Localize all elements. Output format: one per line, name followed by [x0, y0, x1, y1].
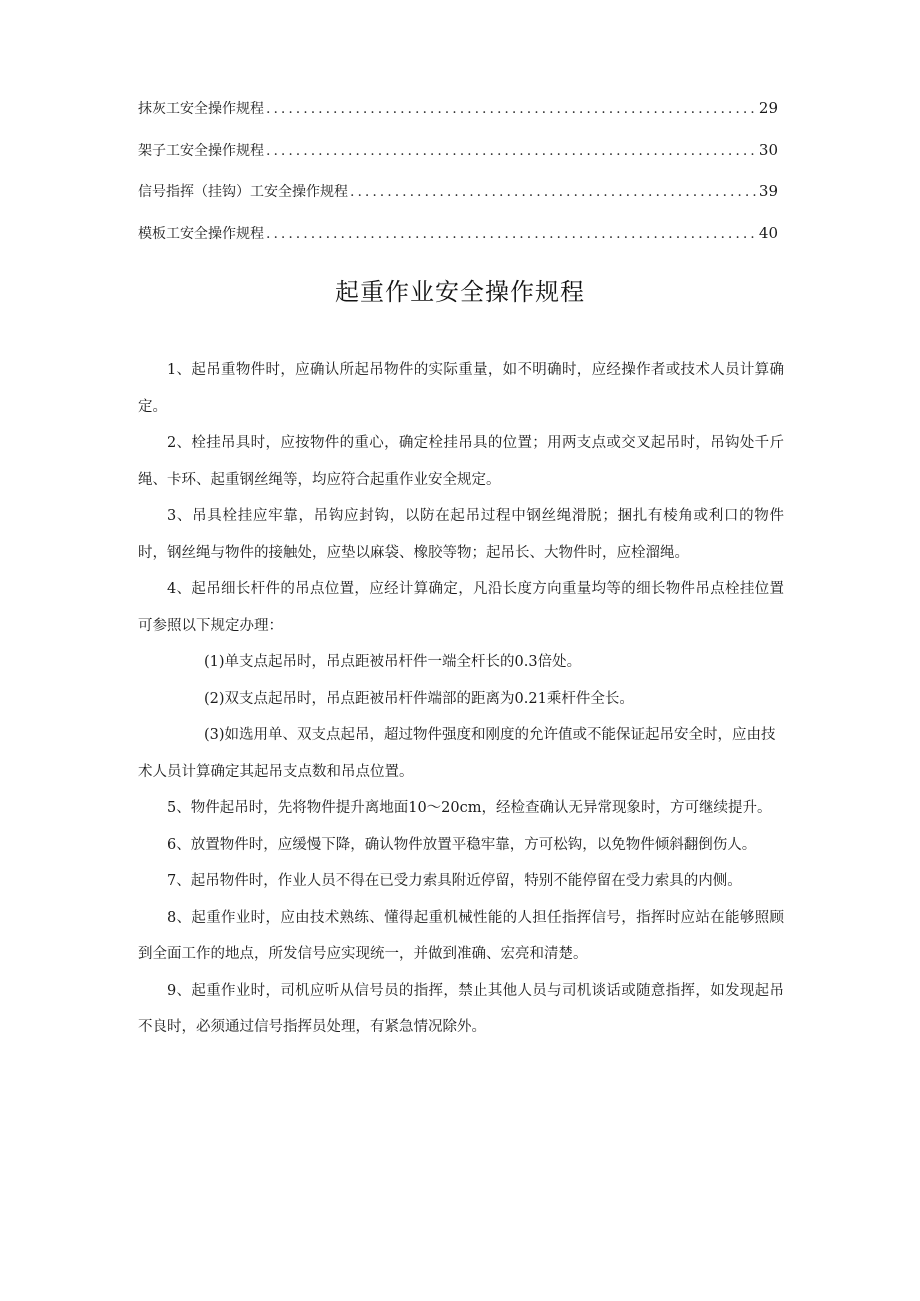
toc-entry[interactable]	[138, 98, 778, 140]
toc-entry-title: 信号指挥（挂钩）工安全操作规程	[138, 184, 348, 200]
toc-entry-title: 架子工安全操作规程	[138, 142, 264, 159]
rule-paragraph: 5、物件起吊时，先将物件提升离地面10～20cm，经检查确认无异常现象时，方可继续提升。	[167, 800, 772, 816]
toc-leader-dots	[266, 226, 757, 242]
toc-entry-page: 30	[758, 140, 778, 159]
document-title: 起重作业安全操作规程	[335, 278, 585, 306]
document-body	[138, 352, 784, 1046]
toc-entry-page: 40	[758, 223, 778, 242]
table-of-contents	[138, 98, 778, 264]
rule-sub-item: (2)双支点起吊时，吊点距被吊杆件端部的距离为0.21乘杆件全长。	[204, 690, 634, 707]
toc-entry[interactable]	[138, 223, 778, 265]
toc-leader-dots	[350, 184, 757, 200]
rule-paragraph: 9、起重作业时，司机应听从信号员的指挥，禁止其他人员与司机谈话或随意指挥，如发现起吊不良时，必须通过信号指挥员处理，有紧急情况除外。	[138, 982, 784, 1035]
toc-entry-page: 29	[758, 99, 778, 117]
toc-entry-title: 模板工安全操作规程	[138, 225, 264, 242]
rule-paragraph: 2、栓挂吊具时，应按物件的重心，确定栓挂吊具的位置；用两支点或交叉起吊时，吊钩处千斤绳、卡环、起重钢丝绳等，均应符合起重作业安全规定。	[138, 435, 784, 488]
rule-paragraph: 4、起吊细长杆件的吊点位置，应经计算确定，凡沿长度方向重量均等的细长物件吊点栓挂位置可参照以下规定办理：	[138, 581, 784, 634]
rule-paragraph: 6、放置物件时，应缓慢下降，确认物件放置平稳牢靠，方可松钩，以免物件倾斜翻倒伤人。	[167, 836, 757, 853]
rule-paragraph: 3、吊具栓挂应牢靠，吊钩应封钩，以防在起吊过程中钢丝绳滑脱；捆扎有棱角或利口的物件时，钢丝绳与物件的接触处，应垫以麻袋、橡胶等物；起吊长、大物件时，应栓溜绳。	[138, 508, 784, 561]
rule-sub-item: (3)如选用单、双支点起吊，超过物件强度和刚度的允许值或不能保证起吊安全时，应由技术人员计算确定其起吊支点数和吊点位置。	[138, 727, 776, 780]
toc-entry[interactable]	[138, 181, 778, 223]
toc-entry-page: 39	[758, 182, 778, 200]
toc-entry-title: 抹灰工安全操作规程	[138, 101, 264, 117]
toc-leader-dots	[266, 101, 757, 117]
rule-paragraph: 8、起重作业时，应由技术熟练、懂得起重机械性能的人担任指挥信号，指挥时应站在能够照顾到全面工作的地点，所发信号应实现统一，并做到准确、宏亮和清楚。	[138, 909, 784, 962]
rule-sub-item: (1)单支点起吊时，吊点距被吊杆件一端全杆长的0.3倍处。	[204, 654, 582, 670]
toc-entry[interactable]	[138, 140, 778, 182]
rule-paragraph: 1、起吊重物件时，应确认所起吊物件的实际重量，如不明确时，应经操作者或技术人员计算确定。	[138, 362, 784, 415]
toc-leader-dots	[266, 143, 757, 159]
rule-paragraph: 7、起吊物件时，作业人员不得在已受力索具附近停留，特别不能停留在受力索具的内侧。	[167, 873, 742, 889]
